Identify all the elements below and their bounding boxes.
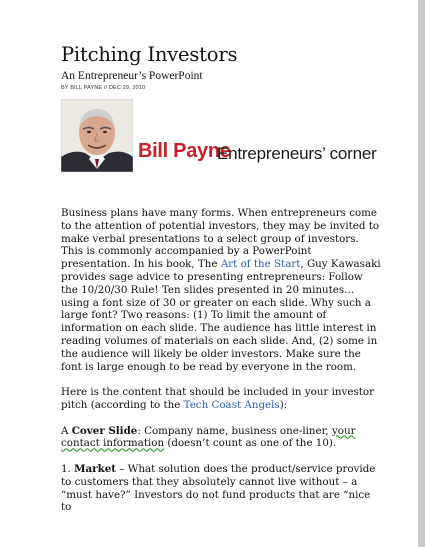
column-author-name: Bill Payne <box>138 140 231 162</box>
author-photo <box>61 99 133 172</box>
text-span: Here is the content that should be included in your investor pitch (according to the <box>61 386 374 411</box>
paragraph-cover-slide <box>61 425 381 451</box>
market-label: Market <box>74 462 117 475</box>
paragraph-intro <box>61 207 381 373</box>
art-of-the-start-link[interactable]: Art of the Start <box>220 258 301 271</box>
column-banner <box>61 99 375 172</box>
spellcheck-underlined-text: contact information <box>61 437 165 450</box>
text-span: – What solution does the product/service provide to customers that they absolutely cannot live without – a “must have?” Investors do not fund products that are “nice to <box>61 462 376 514</box>
article-byline: BY BILL PAYNE // DEC 29, 2010 <box>61 85 146 91</box>
text-span: , Guy Kawasaki provides sage advice to presenting entrepreneurs: Follow the 10/20/30 Rule! Ten slides presented in 20 minutes…using a font size of 30 or greater on each slide. Why such a large font? Two reasons: (1) To limit the amount of information on each slide. The audience has little interest in reading volumes of materials on each slide. And, (2) some in the audience will likely be older investors. Make sure the font is large enough to be read by everyone in the room. <box>61 258 381 373</box>
text-span: (doesn’t count as one of the 10). <box>164 437 337 450</box>
column-title: Entrepreneurs’ corner <box>217 144 377 163</box>
window-edge <box>418 0 425 547</box>
paragraph-market <box>61 463 381 514</box>
article-title: Pitching Investors <box>61 43 238 66</box>
spellcheck-underlined-text: your <box>331 424 356 437</box>
author-portrait-image <box>61 99 133 172</box>
article-body <box>61 207 381 527</box>
list-number: 1. <box>61 462 75 475</box>
paragraph-content-intro <box>61 386 381 412</box>
text-span: Business plans have many forms. When entrepreneurs come to the attention of potential investors, they may be invited to make verbal presentations to a select group of investors. This is commonly accompanied by a PowerPoint presentation. In his book, The <box>61 207 380 271</box>
text-span: A <box>61 424 72 437</box>
text-span: : Company name, business one-liner, <box>137 424 332 437</box>
tech-coast-angels-link[interactable]: Tech Coast Angels <box>183 398 280 411</box>
text-span: ): <box>279 398 288 411</box>
cover-slide-label: Cover Slide <box>71 424 138 437</box>
article-subtitle: An Entrepreneur’s PowerPoint <box>61 70 203 82</box>
